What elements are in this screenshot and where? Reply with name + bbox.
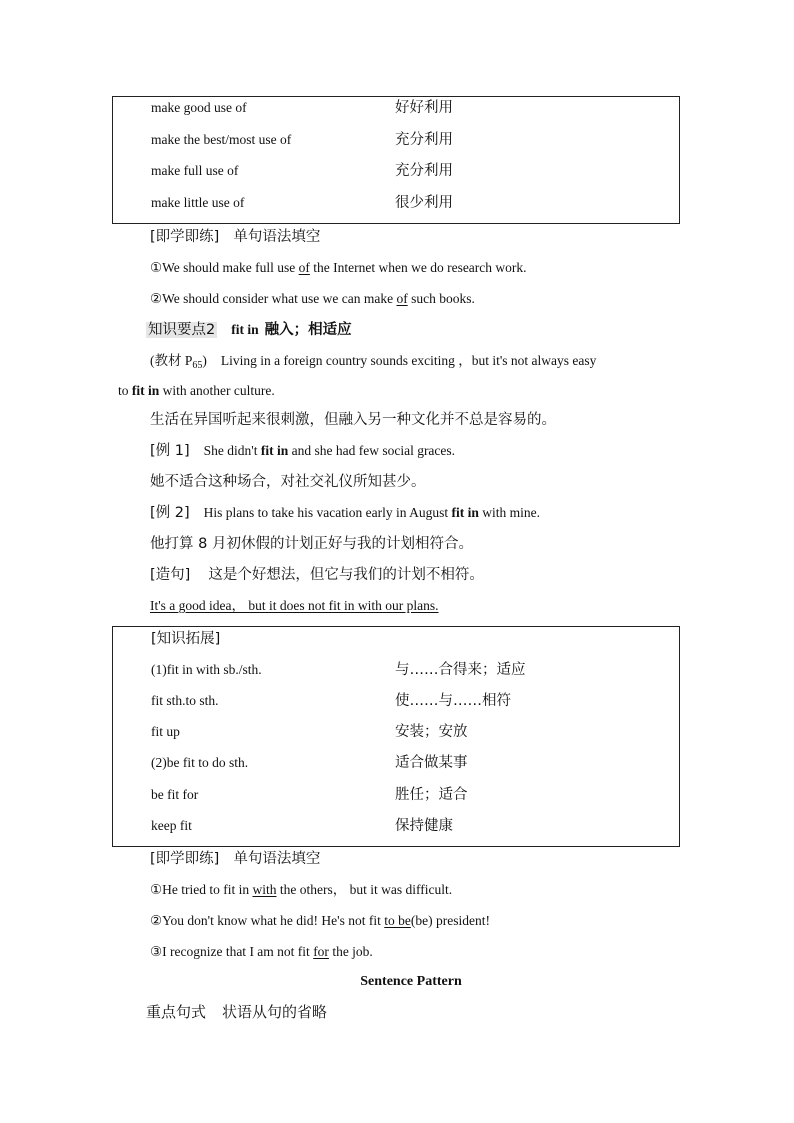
point-phrase: fit in xyxy=(231,322,259,337)
practice-label: [即学即练] xyxy=(150,851,220,867)
example-1: [例 1] She didn't fit in and she had few social graces. xyxy=(150,443,456,459)
phrase-en: keep fit xyxy=(151,818,192,833)
practice-item: ③I recognize that I am not fit for the job. xyxy=(150,944,373,959)
phrase-zh: 安装；安放 xyxy=(395,724,468,740)
make-sentence-answer: It's a good idea， but it does not fit in with our plans. xyxy=(150,598,439,613)
phrase-en: (2)be fit to do sth. xyxy=(151,755,249,770)
phrase-en: fit sth.to sth. xyxy=(151,693,219,708)
phrase-en: make little use of xyxy=(151,195,245,210)
practice-heading xyxy=(150,849,320,870)
textbook-page: 65 xyxy=(192,360,203,371)
knowledge-expansion-box xyxy=(112,626,680,847)
phrase-zh: 保持健康 xyxy=(395,818,453,834)
source-translation: 生活在异国听起来很刺激，但融入另一种文化并不总是容易的。 xyxy=(150,412,556,428)
phrase-zh: 充分利用 xyxy=(395,163,453,179)
phrase-en: be fit for xyxy=(151,787,199,802)
answer-blank: with xyxy=(252,882,277,897)
practice-item: ②We should consider what use we can make of such books. xyxy=(150,291,475,306)
key-sentence-label: 重点句式 xyxy=(146,1003,207,1021)
phrase-zh: 与……合得来；适应 xyxy=(395,662,526,678)
make-sentence-label: [造句] xyxy=(150,567,191,583)
textbook-source-line-2: to fit in with another culture. xyxy=(118,383,275,398)
knowledge-point-heading xyxy=(146,320,352,341)
phrase-en: (1)fit in with sb./sth. xyxy=(151,662,262,677)
phrase-zh: 胜任；适合 xyxy=(395,787,468,803)
practice-item: ①We should make full use of the Internet when we do research work. xyxy=(150,260,527,275)
section-title: Sentence Pattern xyxy=(360,974,462,989)
practice-title: 单句语法填空 xyxy=(233,851,321,867)
phrase-zh: 适合做某事 xyxy=(395,755,468,771)
answer-blank: of xyxy=(396,291,408,306)
answer-blank: of xyxy=(298,260,310,275)
phrase-zh: 充分利用 xyxy=(395,132,453,148)
key-sentence-heading xyxy=(146,1002,327,1022)
practice-item: ②You don't know what he did! He's not fit to be(be) president! xyxy=(150,913,490,928)
practice-title: 单句语法填空 xyxy=(233,229,321,245)
make-sentence: [造句] 这是个好想法，但它与我们的计划不相符。 xyxy=(150,567,484,583)
example-2-translation: 他打算 8 月初休假的计划正好与我的计划相符合。 xyxy=(150,536,473,552)
practice-label: [即学即练] xyxy=(150,229,220,245)
practice-item: ①He tried to fit in with the others， but it was difficult. xyxy=(150,882,453,897)
expansion-title: [知识拓展] xyxy=(151,631,221,647)
example-label: [例 2] xyxy=(150,505,190,521)
phrase-box-make-use-of xyxy=(112,96,680,224)
key-sentence-title: 状语从句的省略 xyxy=(222,1003,328,1021)
point-label: 知识要点2 xyxy=(148,322,216,338)
example-2: [例 2] His plans to take his vacation early in August fit in with mine. xyxy=(150,505,541,521)
phrase-en: make the best/most use of xyxy=(151,132,292,147)
phrase-zh: 好好利用 xyxy=(395,100,453,116)
textbook-source-line: (教材 $P_{65}$) Living in a foreign country sounds exciting ，but it's not always easy xyxy=(150,353,597,371)
point-meaning: 融入；相适应 xyxy=(264,322,352,338)
example-1-translation: 她不适合这种场合，对社交礼仪所知甚少。 xyxy=(150,474,426,490)
practice-heading xyxy=(150,227,320,248)
phrase-en: fit up xyxy=(151,724,180,739)
answer-blank: to be xyxy=(384,913,411,928)
source-sentence: Living in a foreign country sounds exciting ，but it's not always easy xyxy=(220,353,597,368)
phrase-en: make good use of xyxy=(151,100,247,115)
phrase-en: make full use of xyxy=(151,163,239,178)
phrase-zh: 使……与……相符 xyxy=(395,693,511,709)
phrase-zh: 很少利用 xyxy=(395,195,453,211)
answer-blank: for xyxy=(313,944,329,959)
example-label: [例 1] xyxy=(150,443,190,459)
textbook-label: (教材 P xyxy=(150,353,193,368)
